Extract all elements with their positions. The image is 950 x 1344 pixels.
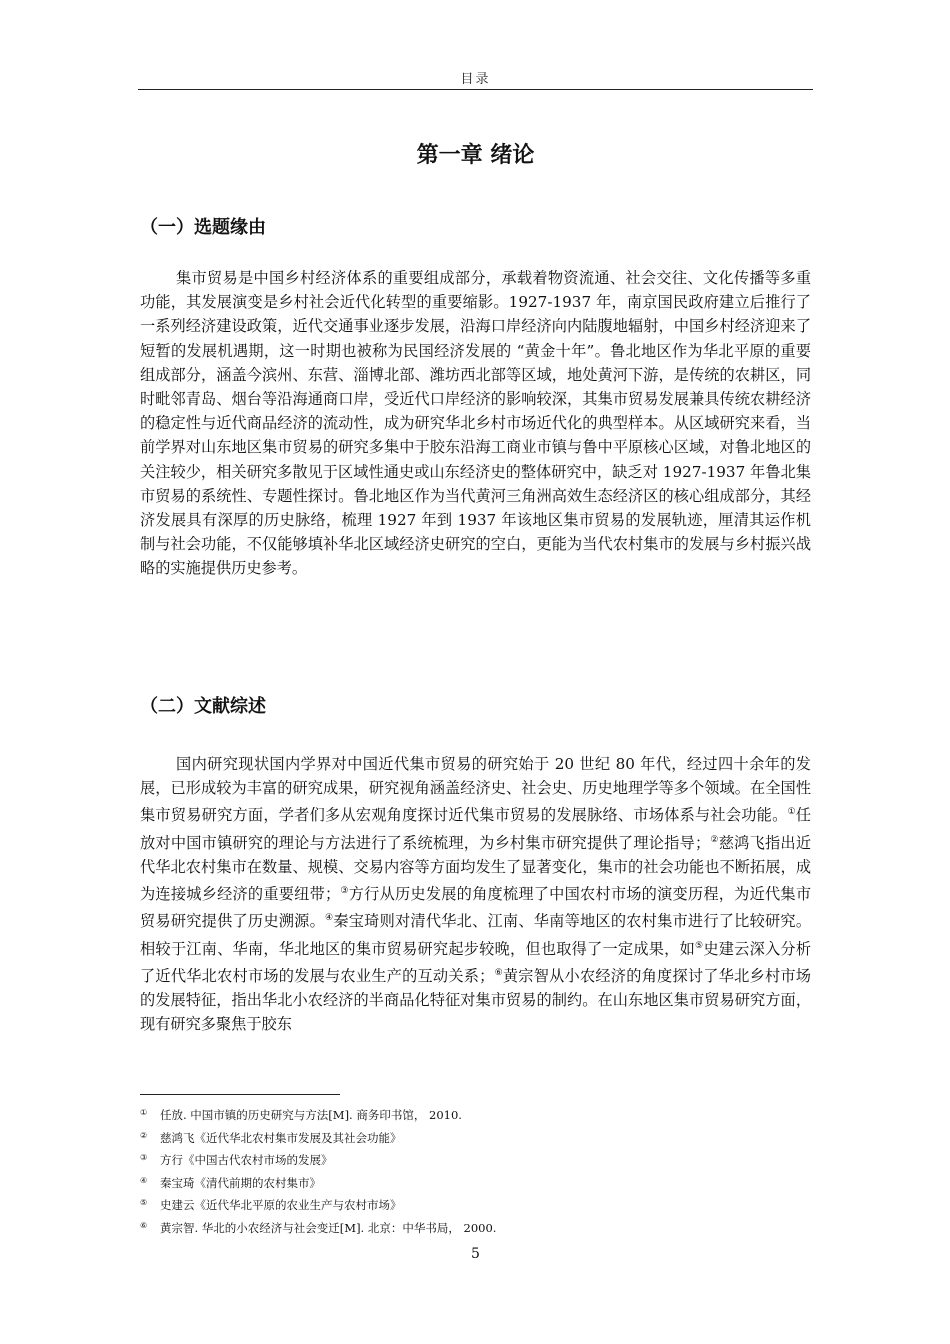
section-heading-reason: （一）选题缘由 bbox=[140, 217, 266, 238]
footnote-ref-4[interactable]: ④ bbox=[325, 913, 334, 924]
footnote-text: 秦宝琦《清代前期的农村集市》 bbox=[160, 1175, 321, 1190]
footnote-ref-3[interactable]: ③ bbox=[340, 886, 349, 897]
footnote-item bbox=[140, 1193, 811, 1216]
footnote-item bbox=[140, 1148, 811, 1171]
review-text-3: 慈鸿飞指出近代华北农村集市在数量、规模、交易内容等方面均发生了显著变化，集市的社会功能也不断拓展，成为连接城乡经济的重要纽带； bbox=[140, 833, 812, 904]
section-heading-review: （二）文献综述 bbox=[140, 696, 266, 717]
review-text-7: 黄宗智从小农经济的角度探讨了华北乡村市场的发展特征，指出华北小农经济的半商品化特征对集市贸易的制约。在山东地区集市贸易研究方面，现有研究多聚焦于胶东 bbox=[140, 967, 811, 1034]
review-text-4: 方行从历史发展的角度梳理了中国农村市场的演变历程，为近代集市贸易研究提供了历史溯源。 bbox=[140, 885, 812, 931]
footnote-text: 任放. 中国市镇的历史研究与方法[M]. 商务印书馆， 2010. bbox=[160, 1108, 462, 1122]
footnote-mark: ③ bbox=[140, 1153, 148, 1162]
review-text-2: 任放对中国市镇研究的理论与方法进行了系统梳理，为乡村集市研究提供了理论指导； bbox=[140, 806, 812, 852]
paragraph-reason: 集市贸易是中国乡村经济体系的重要组成部分，承载着物资流通、社会交往、文化传播等多重功能，其发展演变是乡村社会近代化转型的重要缩影。1927-1937 年，南京国民政府建立后推行了一系列经济建设政策，近代交通事业逐步发展，沿海口岸经济向内陆腹地辐射，中国乡村经济迎来了短暂的发展机遇期，这一时期也被称为民国经济发展的 “黄金十年”。鲁北地区作为华北平原的重要组成部分，涵盖今滨州、东营、淄博北部、潍坊西北部等区域，地处黄河下游，是传统的农耕区，同时毗邻青岛、烟台等沿海通商口岸，受近代口岸经济的影响较深，其集市贸易发展兼具传统农耕经济的稳定性与近代商品经济的流动性，成为研究华北乡村市场近代化的典型样本。从区域研究来看，当前学界对山东地区集市贸易的研究多集中于胶东沿海工商业市镇与鲁中平原核心区域，对鲁北地区的关注较少，相关研究多散见于区域性通史或山东经济史的整体研究中，缺乏对 1927-1937 年鲁北集市贸易的系统性、专题性探讨。鲁北地区作为当代黄河三角洲高效生态经济区的核心组成部分，其经济发展具有深厚的历史脉络，梳理 1927 年到 1937 年该地区集市贸易的发展轨迹，厘清其运作机制与社会功能，不仅能够填补华北区域经济史研究的空白，更能为当代农村集市的发展与乡村振兴战略的实施提供历史参考。 bbox=[140, 269, 811, 578]
footnote-ref-5[interactable]: ⑤ bbox=[695, 940, 704, 951]
footnote-mark: ⑥ bbox=[140, 1220, 148, 1230]
footnote-mark: ① bbox=[140, 1108, 148, 1117]
footnote-text: 方行《中国古代农村市场的发展》 bbox=[160, 1153, 333, 1167]
header-rule bbox=[138, 89, 813, 90]
review-text-5: 秦宝琦则对清代华北、江南、华南等地区的农村集市进行了比较研究。相较于江南、华南，华北地区的集市贸易研究起步较晚，但也取得了一定成果，如 bbox=[140, 912, 812, 958]
footnote-item bbox=[140, 1216, 811, 1239]
footnote-text: 史建云《近代华北平原的农业生产与农村市场》 bbox=[160, 1198, 402, 1212]
page-number: 5 bbox=[471, 1246, 480, 1262]
footnote-text: 黄宗智. 华北的小农经济与社会变迁[M]. 北京：中华书局， 2000. bbox=[160, 1220, 497, 1235]
footnote-text: 慈鸿飞《近代华北农村集市发展及其社会功能》 bbox=[160, 1130, 402, 1145]
footnote-ref-2[interactable]: ② bbox=[710, 834, 719, 845]
footnote-item bbox=[140, 1171, 811, 1194]
footnote-mark: ④ bbox=[140, 1175, 148, 1185]
footnote-ref-6[interactable]: ⑥ bbox=[494, 967, 503, 978]
paragraph-review bbox=[140, 752, 811, 1037]
footnote-rule bbox=[140, 1094, 340, 1095]
footnote-mark: ⑤ bbox=[140, 1198, 148, 1207]
footnote-item bbox=[140, 1126, 811, 1149]
review-text-1: 国内研究现状国内学界对中国近代集市贸易的研究始于 20 世纪 80 年代，经过四十余年的发展，已形成较为丰富的研究成果，研究视角涵盖经济史、社会史、历史地理学等多个领域。在全国性集市贸易研究方面，学者们多从宏观角度探讨近代集市贸易的发展脉络、市场体系与社会功能。 bbox=[140, 755, 811, 825]
chapter-title: 第一章 绪论 bbox=[416, 143, 535, 168]
footnote-item bbox=[140, 1103, 811, 1126]
footnote-mark: ② bbox=[140, 1130, 148, 1140]
footnote-list bbox=[140, 1103, 811, 1238]
footnote-ref-1[interactable]: ① bbox=[787, 807, 796, 818]
review-text-6: 史建云深入分析了近代华北农村市场的发展与农业生产的互动关系； bbox=[140, 939, 812, 985]
running-header: 目录 bbox=[460, 72, 491, 87]
